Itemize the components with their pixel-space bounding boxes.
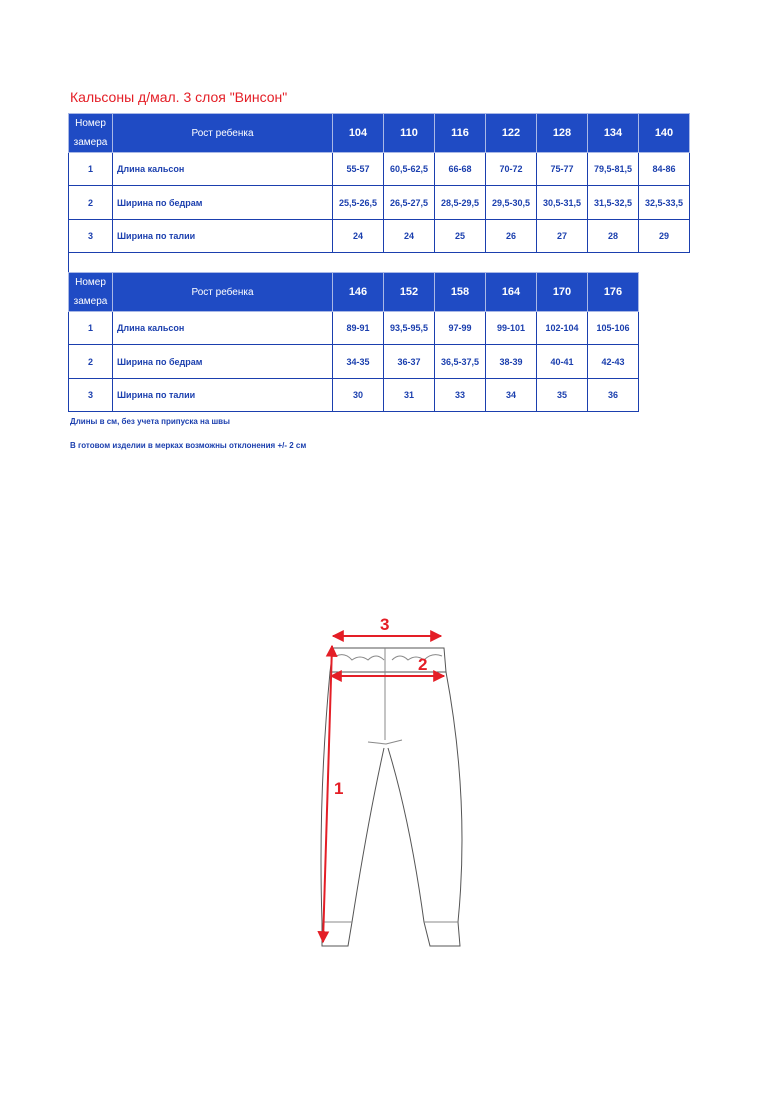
table-row: [69, 345, 639, 379]
measure-number-header: Номер замера: [69, 273, 113, 312]
size-table-2: [68, 272, 639, 412]
measure-label-1: 1: [334, 779, 344, 798]
table-cell: 27: [537, 220, 588, 253]
table-cell: 28: [588, 220, 639, 253]
table-cell: 97-99: [435, 312, 486, 345]
length-arrow: [323, 646, 332, 942]
size-header: 104: [333, 114, 384, 153]
table-cell: 55-57: [333, 153, 384, 186]
table-row: [69, 379, 639, 412]
measure-number: 3: [69, 379, 113, 412]
table-row: [69, 186, 690, 220]
table-cell: 38-39: [486, 345, 537, 379]
table-header-row: [69, 114, 690, 153]
table-cell: 42-43: [588, 345, 639, 379]
table-cell: 35: [537, 379, 588, 412]
size-header: 122: [486, 114, 537, 153]
table-cell: 66-68: [435, 153, 486, 186]
table-cell: 99-101: [486, 312, 537, 345]
size-header: 158: [435, 273, 486, 312]
size-header: 152: [384, 273, 435, 312]
table-cell: 32,5-33,5: [639, 186, 690, 220]
height-label-header: Рост ребенка: [113, 273, 333, 312]
measure-number: 2: [69, 345, 113, 379]
table-cell: 31: [384, 379, 435, 412]
table-cell: 24: [384, 220, 435, 253]
table-cell: 26,5-27,5: [384, 186, 435, 220]
note-seam-allowance: Длины в см, без учета припуска на швы: [70, 417, 230, 426]
size-header: 176: [588, 273, 639, 312]
measure-name: Ширина по талии: [113, 220, 333, 253]
page-title: Кальсоны д/мал. 3 слоя "Винсон": [70, 89, 288, 105]
measure-name: Ширина по бедрам: [113, 186, 333, 220]
measure-label-2: 2: [418, 655, 428, 674]
table-cell: 26: [486, 220, 537, 253]
table-cell: 34-35: [333, 345, 384, 379]
size-header: 134: [588, 114, 639, 153]
table-cell: 36-37: [384, 345, 435, 379]
table-cell: 40-41: [537, 345, 588, 379]
table-cell: 36: [588, 379, 639, 412]
table-cell: 33: [435, 379, 486, 412]
table-cell: 28,5-29,5: [435, 186, 486, 220]
size-header: 146: [333, 273, 384, 312]
table-cell: 89-91: [333, 312, 384, 345]
measure-name: Ширина по бедрам: [113, 345, 333, 379]
size-header: 140: [639, 114, 690, 153]
table-cell: 29: [639, 220, 690, 253]
table-row: [69, 312, 639, 345]
table-cell: 84-86: [639, 153, 690, 186]
table-cell: 102-104: [537, 312, 588, 345]
table-cell: 36,5-37,5: [435, 345, 486, 379]
measure-label-3: 3: [380, 615, 390, 634]
table-cell: 29,5-30,5: [486, 186, 537, 220]
table-cell: 25: [435, 220, 486, 253]
table-header-row: [69, 273, 639, 312]
table-row: [69, 220, 690, 253]
size-header: 116: [435, 114, 486, 153]
measure-name: Длина кальсон: [113, 312, 333, 345]
note-tolerance: В готовом изделии в мерках возможны отклонения +/- 2 см: [70, 441, 307, 450]
size-header: 128: [537, 114, 588, 153]
table-cell: 25,5-26,5: [333, 186, 384, 220]
measure-number: 1: [69, 312, 113, 345]
table-cell: 31,5-32,5: [588, 186, 639, 220]
size-header: 164: [486, 273, 537, 312]
size-table-1: [68, 113, 690, 253]
measure-number: 1: [69, 153, 113, 186]
table-cell: 34: [486, 379, 537, 412]
table-cell: 70-72: [486, 153, 537, 186]
measure-number: 3: [69, 220, 113, 253]
table-cell: 79,5-81,5: [588, 153, 639, 186]
size-header: 110: [384, 114, 435, 153]
measure-name: Ширина по талии: [113, 379, 333, 412]
measure-name: Длина кальсон: [113, 153, 333, 186]
table-cell: 30,5-31,5: [537, 186, 588, 220]
height-label-header: Рост ребенка: [113, 114, 333, 153]
pants-measurement-diagram: [270, 600, 490, 960]
measure-number: 2: [69, 186, 113, 220]
table-cell: 60,5-62,5: [384, 153, 435, 186]
table-cell: 93,5-95,5: [384, 312, 435, 345]
table-row: [69, 153, 690, 186]
table-divider: [68, 248, 69, 272]
measure-number-header: Номер замера: [69, 114, 113, 153]
table-cell: 30: [333, 379, 384, 412]
table-cell: 75-77: [537, 153, 588, 186]
size-header: 170: [537, 273, 588, 312]
table-cell: 105-106: [588, 312, 639, 345]
table-cell: 24: [333, 220, 384, 253]
